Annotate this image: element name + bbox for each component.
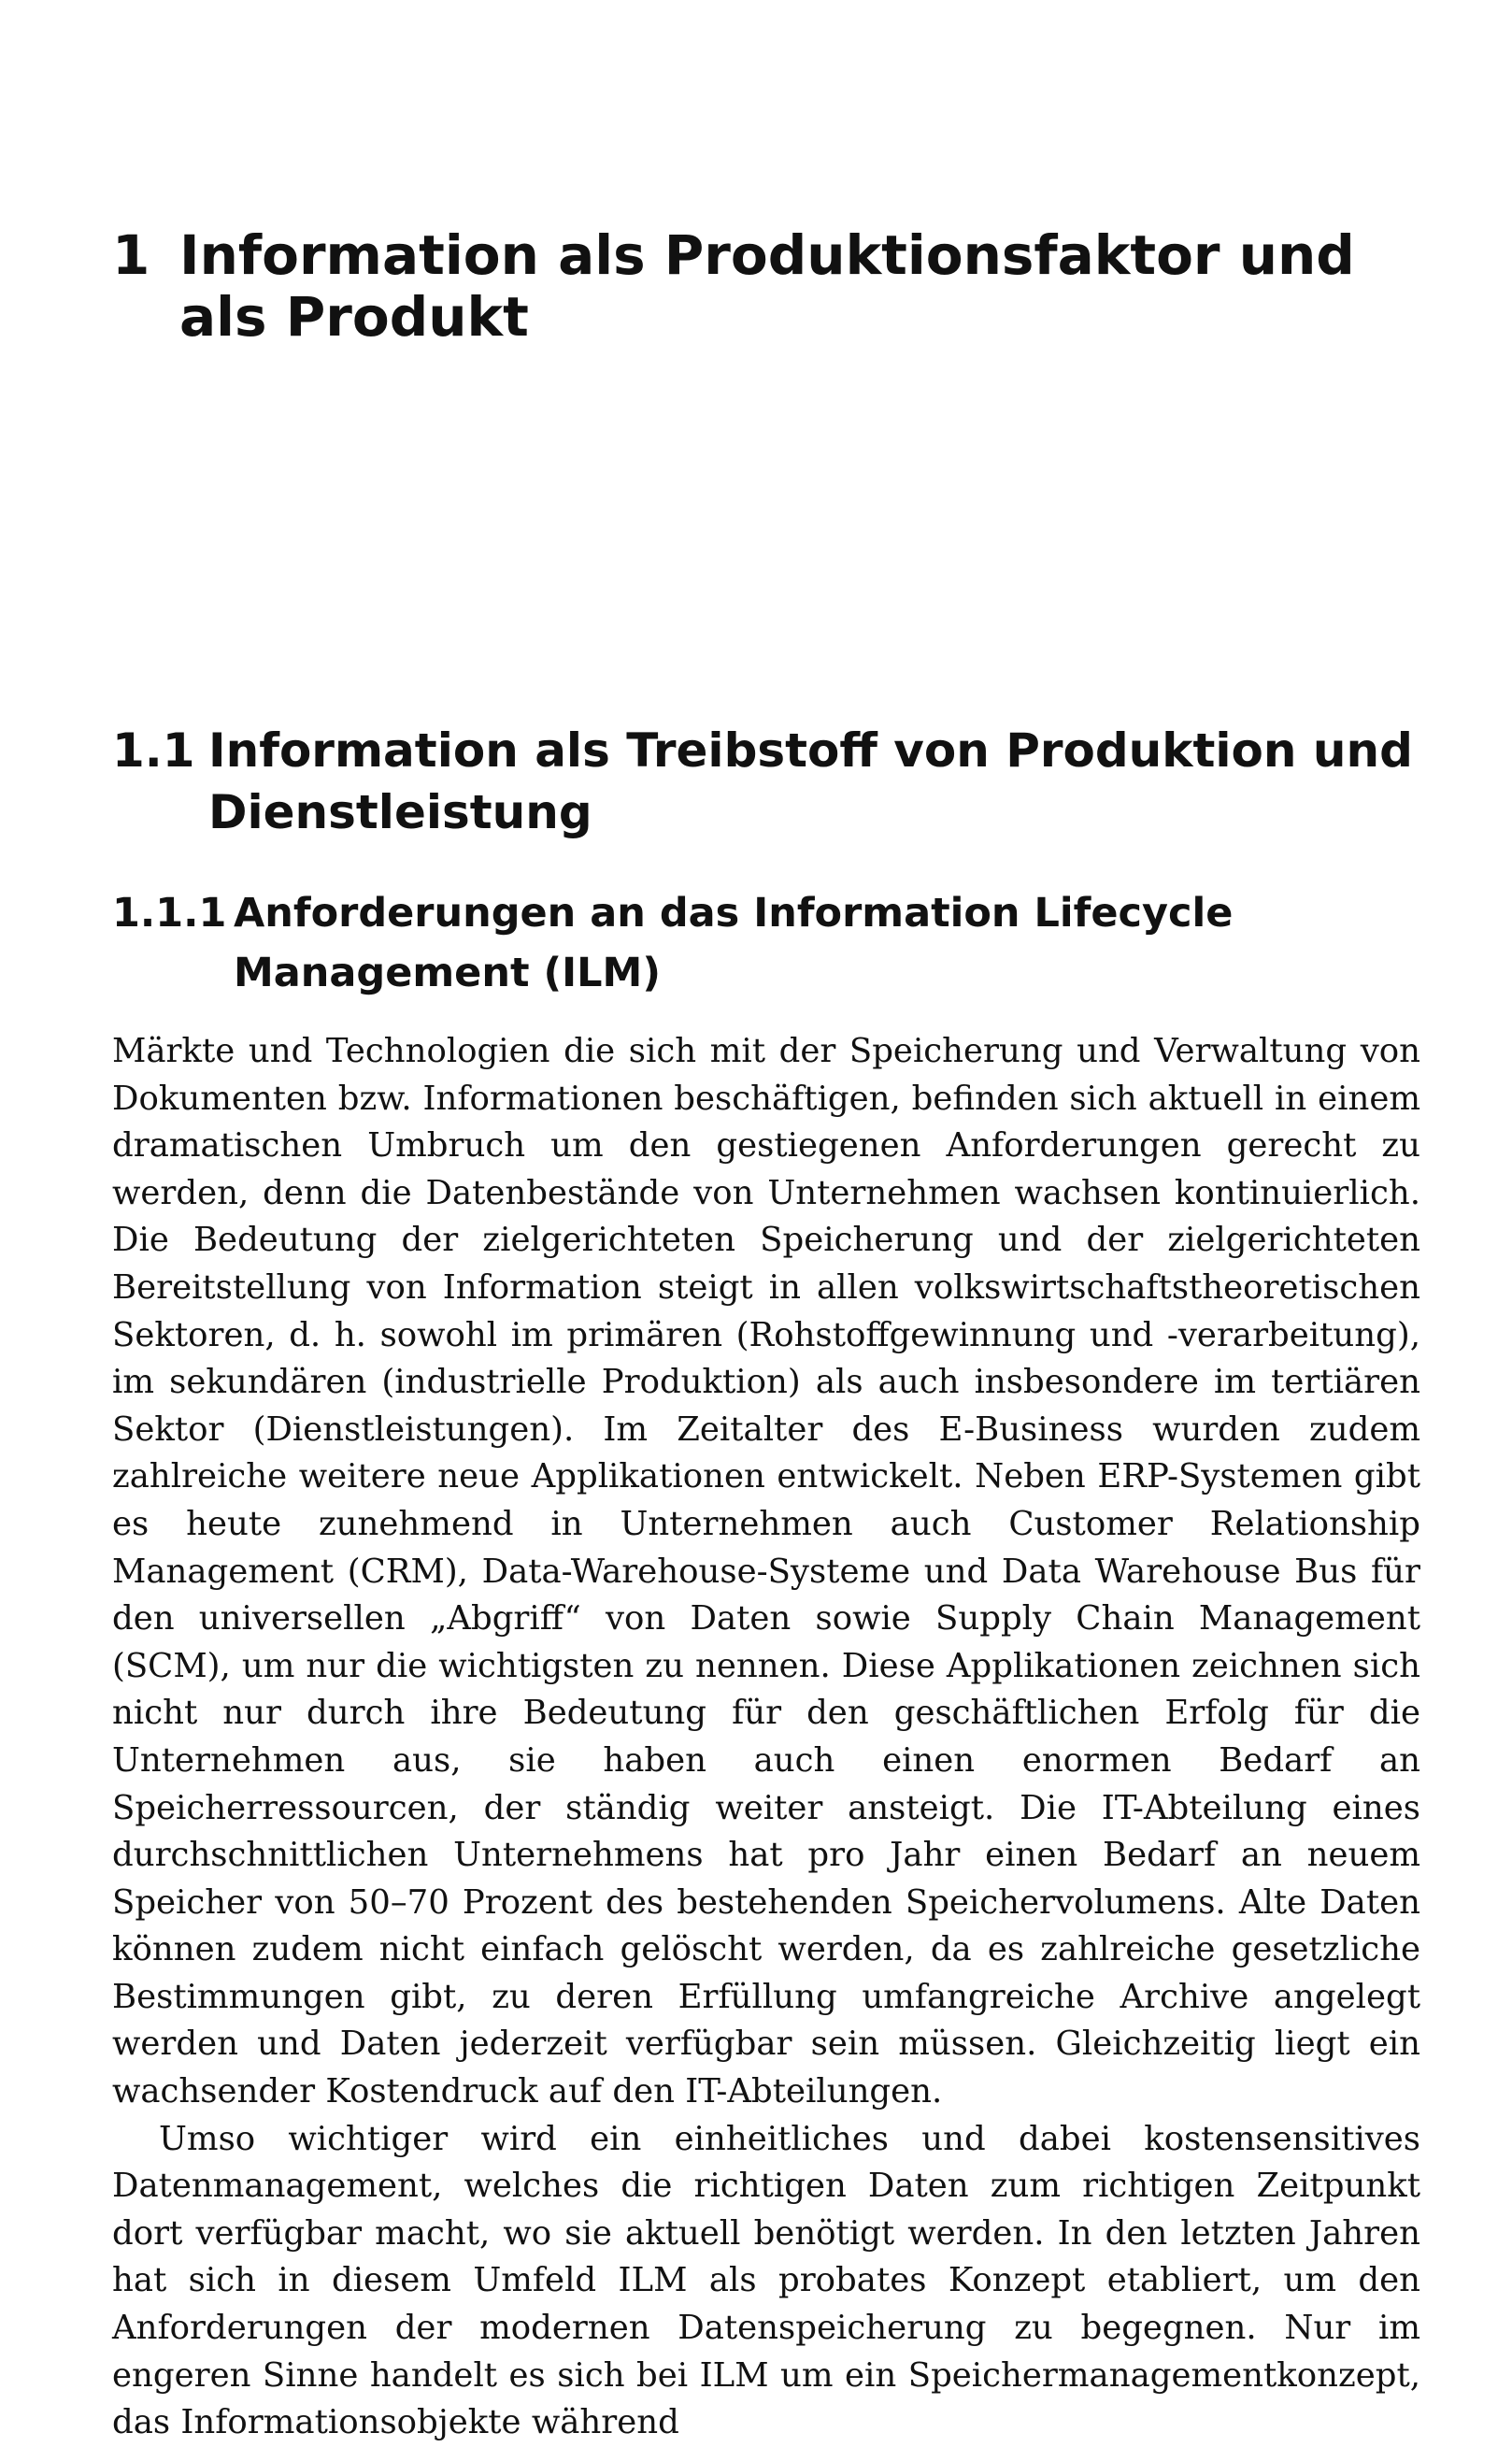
chapter-number: 1 — [112, 223, 150, 287]
body-text — [112, 1028, 1420, 2447]
section-number: 1.1 — [112, 723, 195, 778]
subsection-number: 1.1.1 — [112, 890, 227, 937]
paragraph-1: Märkte und Technologien die sich mit der Speicherung und Verwaltung von Dokumenten bzw. Informationen beschäftigen, befinden sich aktuell in einem dramatischen Umbruch um den gestiegenen Anforderungen gerecht zu werden, denn die Datenbestände von Unternehmen wachsen kontinuierlich. Die Bedeutung der zielgerichteten Speicherung und der zielgerichteten Bereitstellung von Information steigt in allen volkswirtschaftstheoretischen Sektoren, d. h. sowohl im primären (Rohstoffgewinnung und -verarbeitung), im sekundären (industrielle Produktion) als auch insbesondere im tertiären Sektor (Dienstleistungen). Im Zeitalter des E-Business wurden zudem zahlreiche weitere neue Applikationen entwickelt. Neben ERP-Systemen gibt es heute zunehmend in Unternehmen auch Customer Relationship Management (CRM), Data-Warehouse-Systeme und Data Warehouse Bus für den universellen „Abgriff“ von Daten sowie Supply Chain Management (SCM), um nur die wichtigsten zu nennen. Diese Applikationen zeichnen sich nicht nur durch ihre Bedeutung für den geschäftlichen Erfolg für die Unternehmen aus, sie haben auch einen enormen Bedarf an Speicherressourcen, der ständig weiter ansteigt. Die IT-Abteilung eines durchschnittlichen Unternehmens hat pro Jahr einen Bedarf an neuem Speicher von 50–70 Prozent des bestehenden Speichervolumens. Alte Daten können zudem nicht einfach gelöscht werden, da es zahlreiche gesetzliche Bestimmungen gibt, zu deren Erfüllung umfangreiche Archive angelegt werden und Daten jederzeit verfügbar sein müssen. Gleichzeitig liegt ein wachsender Kostendruck auf den IT-Abteilungen. — [112, 1032, 1420, 2111]
paragraph-2: Umso wichtiger wird ein einheitliches und dabei kostensensitives Datenmanagement, welches die richtigen Daten zum richtigen Zeitpunkt dort verfügbar macht, wo sie aktuell benötigt werden. In den letzten Jahren hat sich in diesem Umfeld ILM als probates Konzept etabliert, um den Anforderungen der modernen Datenspeicherung zu begegnen. Nur im engeren Sinne handelt es sich bei ILM um ein Speichermanagementkonzept, das Informationsobjekte während — [112, 2119, 1420, 2442]
chapter-heading — [112, 224, 1420, 348]
chapter-title: Information als Produktionsfaktor und als Produkt — [179, 223, 1355, 349]
subsection-heading — [112, 883, 1420, 1003]
section-heading — [112, 720, 1420, 843]
subsection-title: Anforderungen an das Information Lifecycle Management (ILM) — [234, 890, 1234, 996]
section-title: Information als Treibstoff von Produktion und Dienstleistung — [208, 723, 1413, 839]
